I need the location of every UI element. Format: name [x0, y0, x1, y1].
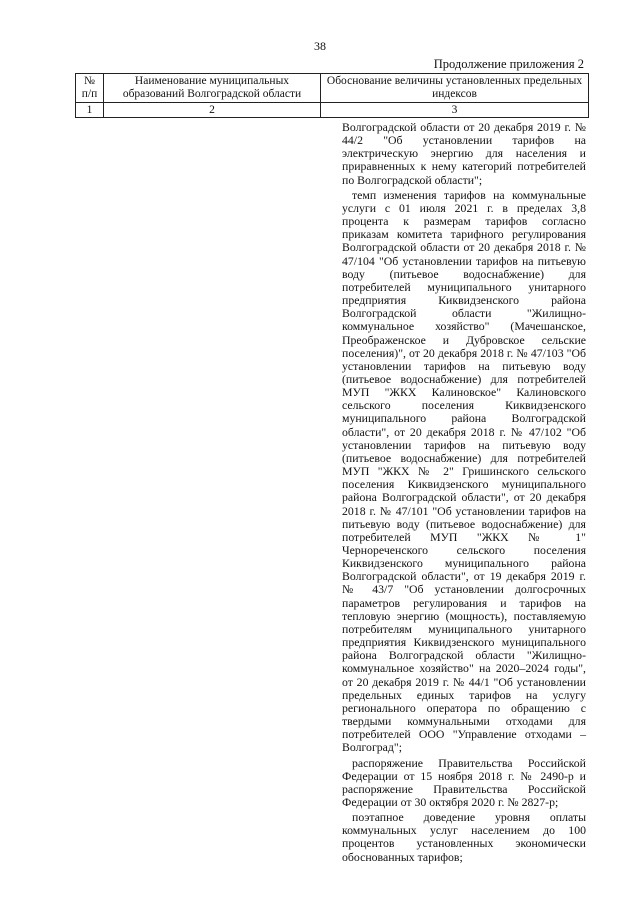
paragraph-continuation: Волгоградской области от 20 декабря 2019 г. № 44/2 "Об установлении тарифов на электрическую энергию для населения и приравненных к нему категорий потребителей по Волгоградской области"; [342, 120, 586, 187]
column-header-municipality: Наименование муниципальных образований Волгоградской области [104, 74, 321, 103]
column-header-justification: Обоснование величины установленных предельных индексов [321, 74, 589, 103]
paragraph-payment-level: поэтапное доведение уровня оплаты коммунальных услуг населением до 100 процентов установленных экономически обоснованных тарифов; [342, 810, 586, 864]
page-number: 38 [314, 39, 326, 53]
column-number-row [76, 103, 589, 118]
appendix-continuation-note: Продолжение приложения 2 [433, 57, 584, 71]
column-number-1: 1 [76, 103, 104, 118]
paragraph-tariff-change: темп изменения тарифов на коммунальные услуги с 01 июля 2021 г. в пределах 3,8 процента к размерам тарифов согласно приказам комитета тарифного регулирования Волгоградской области от 20 декабря 2018 г. № 47/104 "Об установлении тарифов на питьевую воду (питьевое водоснабжение) для потребителей муниципального унитарного предприятия Киквидзенского района Волгоградской области "Жилищно-коммунальное хозяйство" (Мачешанское, Преображенское и Дубровское сельские поселения)", от 20 декабря 2018 г. № 47/103 "Об установлении тарифов на питьевую воду (питьевое водоснабжение) для потребителей МУП "ЖКХ Калиновское" Калиновского сельского поселения Киквидзенского муниципального района Волгоградской области", от 20 декабря 2018 г. № 47/102 "Об установлении тарифов на питьевую воду (питьевое водоснабжение) для потребителей МУП "ЖКХ № 2" Гришинского сельского поселения Киквидзенского муниципального района Волгоградской области", от 20 декабря 2018 г. № 47/101 "Об установлении тарифов на питьевую воду (питьевое водоснабжение) для потребителей МУП "ЖКХ № 1" Чернореченского сельского поселения Киквидзенского муниципального района Волгоградской области", от 19 декабря 2019 г. № 43/7 "Об установлении долгосрочных параметров регулирования и тарифов на тепловую энергию (мощность), поставляемую потребителям муниципального унитарного предприятия Киквидзенского муниципального района Волгоградской области "Жилищно-коммунальное хозяйство" на 2020–2024 годы", от 20 декабря 2019 г. № 44/1 "Об установлении предельных единых тарифов на услугу регионального оператора по обращению с твердыми коммунальными отходами для потребителей ООО "Управление отходами – Волгоград"; [342, 187, 586, 755]
justification-text [342, 121, 586, 866]
column-number-3: 3 [321, 103, 589, 118]
paragraph-government-orders: распоряжение Правительства Российской Федерации от 15 ноября 2018 г. № 2490-р и распоряжение Правительства Российской Федерации от 30 октября 2020 г. № 2827-р; [342, 755, 586, 809]
table-header-row [76, 74, 589, 103]
column-header-number: № п/п [76, 74, 104, 103]
appendix-table-header [75, 73, 589, 118]
column-number-2: 2 [104, 103, 321, 118]
